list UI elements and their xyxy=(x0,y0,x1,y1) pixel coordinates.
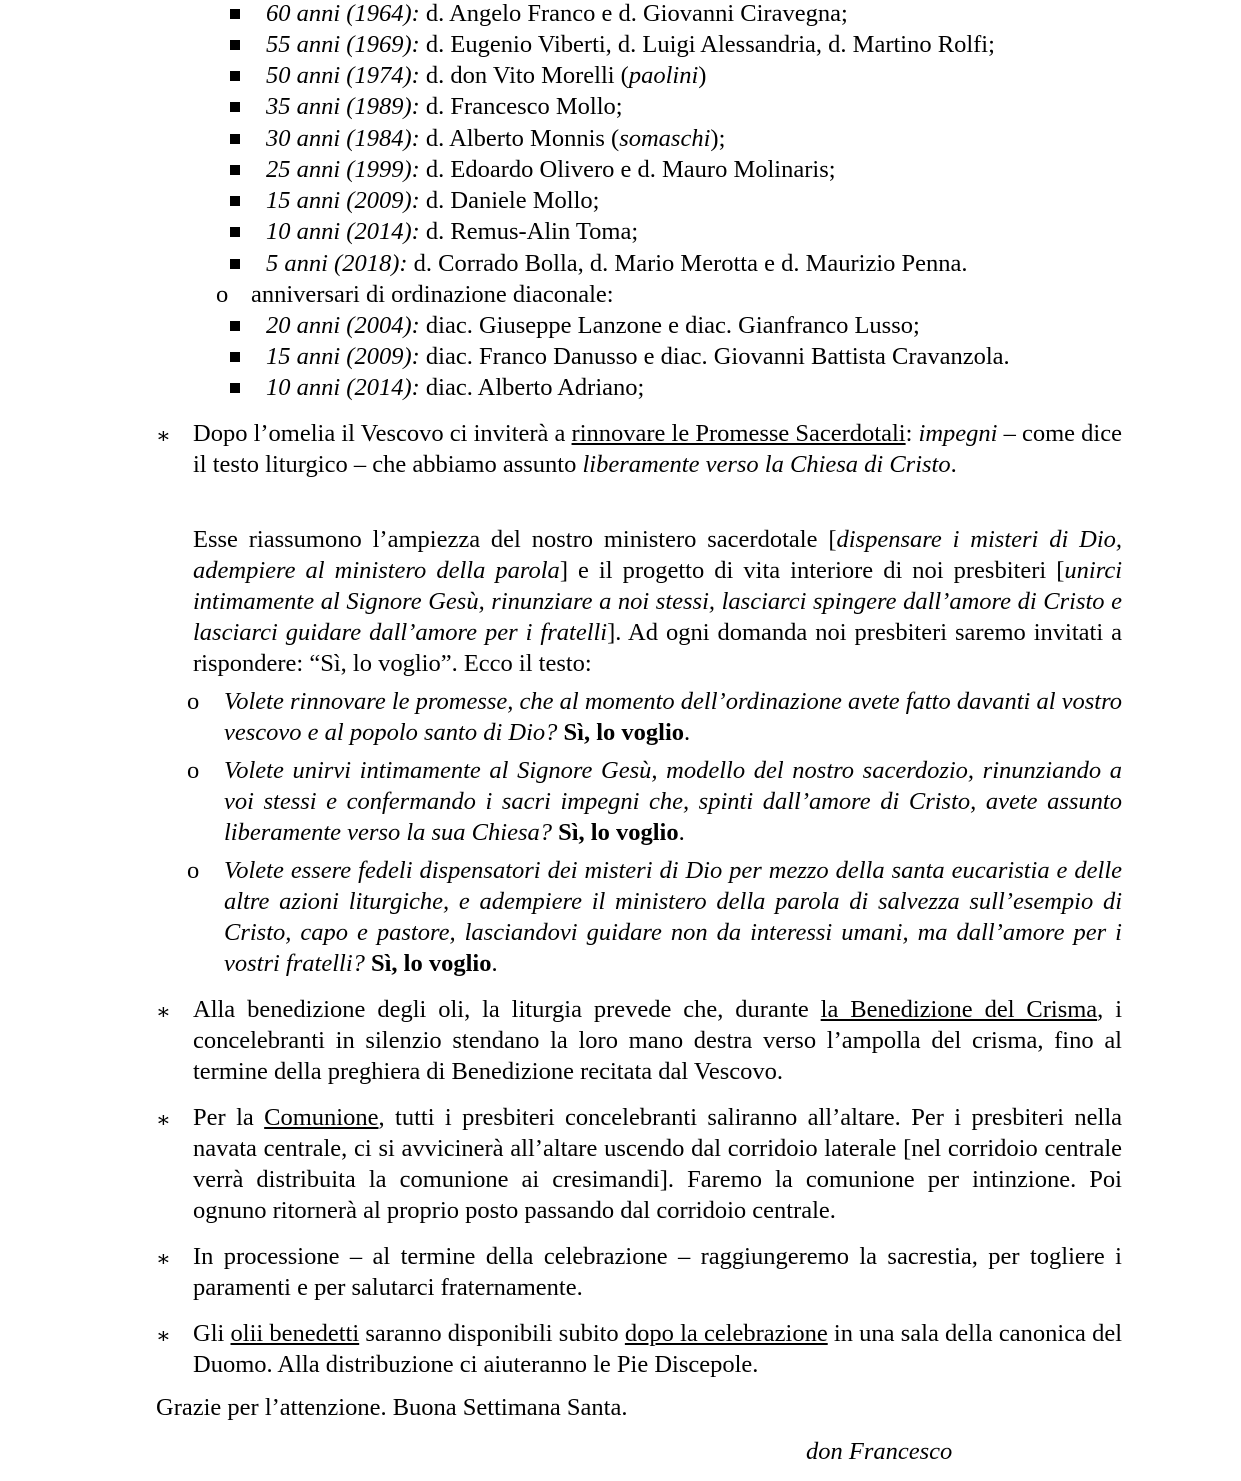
promise-question-1: Volete rinnovare le promesse, che al momento dell’ordinazione avete fatto davanti al vostro vescovo e al popolo santo di Dio? Sì, lo voglio. xyxy=(224,688,1122,746)
crisma-link: la Benedizione del Crisma xyxy=(820,996,1098,1023)
dopo-celebrazione-link: dopo la celebrazione xyxy=(624,1320,828,1347)
closing-text: Grazie per l’attenzione. Buona Settimana Santa. xyxy=(156,1394,628,1421)
asterisk-bullet-icon: ∗ xyxy=(156,1107,171,1132)
square-bullet-icon xyxy=(230,352,240,362)
square-bullet-icon xyxy=(230,40,240,50)
list-item: 25 anni (1999): d. Edoardo Olivero e d. Mauro Molinaris; xyxy=(266,156,836,183)
square-bullet-icon xyxy=(230,71,240,81)
list-item: 5 anni (2018): d. Corrado Bolla, d. Mario Merotta e d. Maurizio Penna. xyxy=(266,250,968,277)
asterisk-bullet-icon: ∗ xyxy=(156,1246,171,1271)
comunione-paragraph: Per la Comunione, tutti i presbiteri concelebranti saliranno all’altare. Per i presbiteri nella navata centrale, ci si avvicinerà all’altare uscendo dal corridoio laterale [nel corridoio centrale verrà distribuita la comunione ai cresimandi]. Faremo la comunione per intinzione. Poi ognuno ritornerà al proprio posto passando dal corridoio centrale. xyxy=(193,1104,1123,1224)
promesse-description: Esse riassumono l’ampiezza del nostro ministero sacerdotale [dispensare i misteri di Dio, adempiere al ministero della parola] e il progetto di vita interiore di noi presbiteri [unirci intimamente al Signore Gesù, rinunziare a noi stessi, lasciarci spingere dall’amore di Cristo e lasciarci guidare dall’amore per i fratelli]. Ad ogni domanda noi presbiteri saremo invitati a rispondere: “Sì, lo voglio”. Ecco il testo: xyxy=(193,526,1123,677)
olii-link: olii benedetti xyxy=(230,1320,360,1347)
list-item: 15 anni (2009): diac. Franco Danusso e diac. Giovanni Battista Cravanzola. xyxy=(266,343,1010,370)
olii-paragraph: Gli olii benedetti saranno disponibili subito dopo la celebrazione in una sala della canonica del Duomo. Alla distribuzione ci aiuteranno le Pie Discepole. xyxy=(193,1320,1123,1378)
square-bullet-icon xyxy=(230,196,240,206)
square-bullet-icon xyxy=(230,102,240,112)
circle-bullet-icon: o xyxy=(187,757,200,784)
comunione-link: Comunione xyxy=(264,1104,379,1131)
list-item: 10 anni (2014): diac. Alberto Adriano; xyxy=(266,374,645,401)
signature: don Francesco xyxy=(806,1438,953,1465)
promesse-paragraph: Dopo l’omelia il Vescovo ci inviterà a rinnovare le Promesse Sacerdotali: impegni – come dice il testo liturgico – che abbiamo assunto liberamente verso la Chiesa di Cristo. xyxy=(193,420,1122,478)
square-bullet-icon xyxy=(230,9,240,19)
circle-bullet-icon: o xyxy=(187,857,200,884)
promise-question-2: Volete unirvi intimamente al Signore Gesù, modello del nostro sacerdozio, rinunziando a voi stessi e confermando i sacri impegni che, spinti dall’amore di Cristo, avete assunto liberamente verso la sua Chiesa? Sì, lo voglio. xyxy=(224,757,1122,846)
list-item: 15 anni (2009): d. Daniele Mollo; xyxy=(266,187,600,214)
promise-question-3: Volete essere fedeli dispensatori dei misteri di Dio per mezzo della santa eucaristia e delle altre azioni liturgiche, e adempiere il ministero della parola di salvezza sull’esempio di Cristo, capo e pastore, lasciandovi guidare non da interessi umani, ma dall’amore per i vostri fratelli? Sì, lo voglio. xyxy=(224,857,1122,977)
promesse-link: rinnovare le Promesse Sacerdotali xyxy=(571,420,906,447)
square-bullet-icon xyxy=(230,321,240,331)
processione-paragraph: In processione – al termine della celebrazione – raggiungeremo la sacrestia, per togliere i paramenti e per salutarci fraternamente. xyxy=(193,1243,1122,1301)
list-item: 55 anni (1969): d. Eugenio Viberti, d. Luigi Alessandria, d. Martino Rolfi; xyxy=(266,31,995,58)
square-bullet-icon xyxy=(230,259,240,269)
list-item: 30 anni (1984): d. Alberto Monnis (somaschi); xyxy=(266,125,726,152)
square-bullet-icon xyxy=(230,134,240,144)
diaconal-heading: anniversari di ordinazione diaconale: xyxy=(251,281,614,308)
asterisk-bullet-icon: ∗ xyxy=(156,999,171,1024)
square-bullet-icon xyxy=(230,165,240,175)
asterisk-bullet-icon: ∗ xyxy=(156,423,171,448)
list-item: 10 anni (2014): d. Remus-Alin Toma; xyxy=(266,218,639,245)
crisma-paragraph: Alla benedizione degli oli, la liturgia prevede che, durante la Benedizione del Crisma, i concelebranti in silenzio stendano la loro mano destra verso l’ampolla del crisma, fino al termine della preghiera di Benedizione recitata dal Vescovo. xyxy=(193,996,1122,1085)
asterisk-bullet-icon: ∗ xyxy=(156,1323,171,1348)
list-item: 50 anni (1974): d. don Vito Morelli (paolini) xyxy=(266,62,707,89)
list-item: 20 anni (2004): diac. Giuseppe Lanzone e diac. Gianfranco Lusso; xyxy=(266,312,920,339)
list-item: 60 anni (1964): d. Angelo Franco e d. Giovanni Ciravegna; xyxy=(266,0,848,27)
square-bullet-icon xyxy=(230,383,240,393)
circle-bullet-icon: o xyxy=(216,281,229,308)
circle-bullet-icon: o xyxy=(187,688,200,715)
list-item: 35 anni (1989): d. Francesco Mollo; xyxy=(266,93,623,120)
square-bullet-icon xyxy=(230,227,240,237)
